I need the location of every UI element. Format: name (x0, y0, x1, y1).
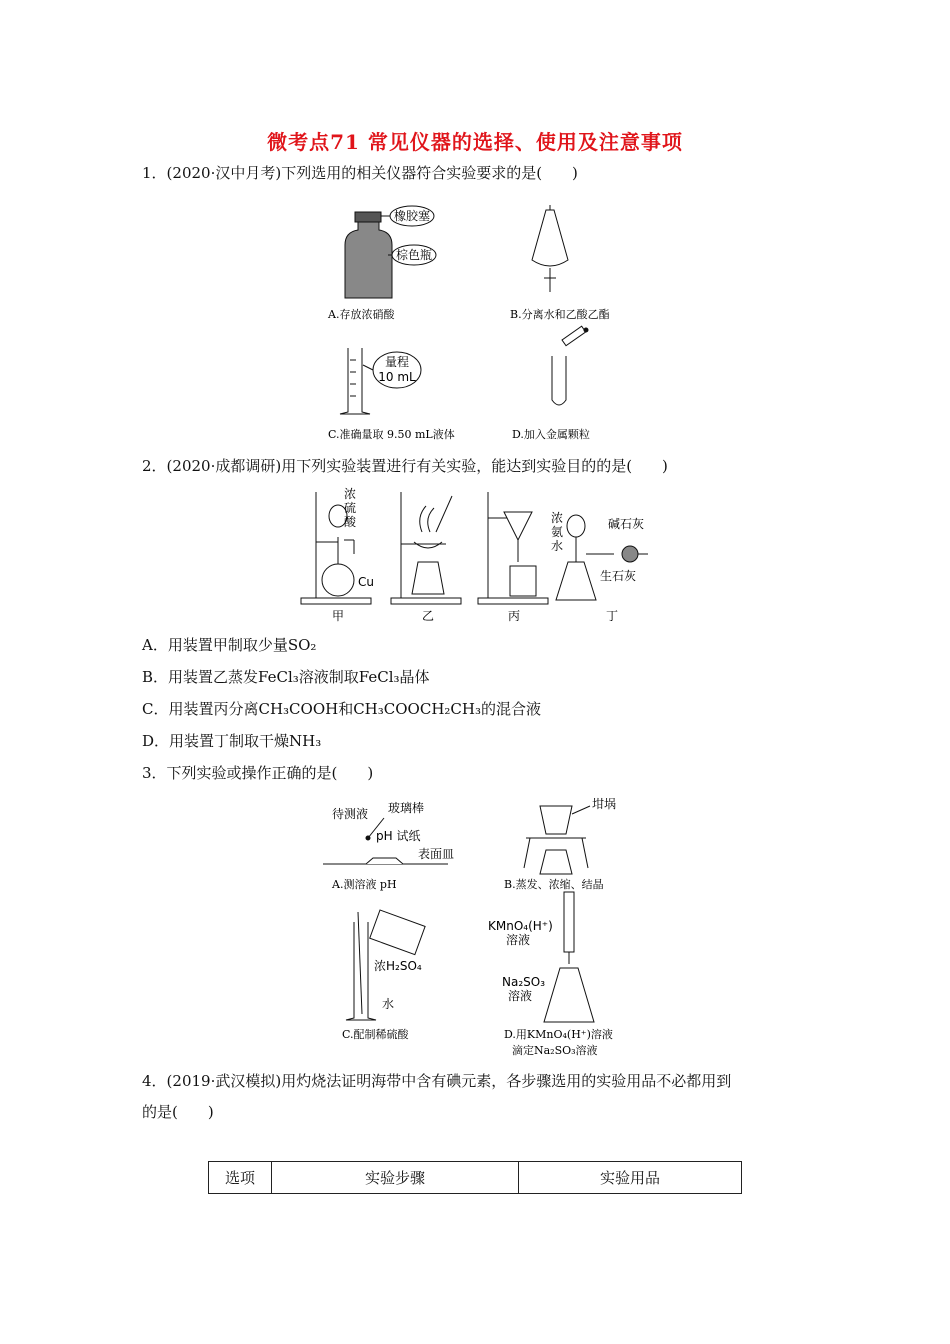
q2-option-c: C．用装置丙分离CH₃COOH和CH₃COOCH₂CH₃的混合液 (142, 700, 541, 718)
page-title: 微考点71 常见仪器的选择、使用及注意事项 (267, 130, 683, 154)
graduated-cylinder-icon (340, 348, 370, 414)
q1-figure (300, 200, 650, 445)
q2-figure (296, 482, 666, 627)
q2-caption-ding: 丁 (606, 609, 619, 623)
label-conc-1: 浓 (344, 487, 357, 501)
table-header-supplies: 实验用品 (519, 1162, 742, 1194)
label-soda-lime: 碱石灰 (608, 517, 645, 531)
label-conc-2: 硫 (344, 501, 357, 515)
label-conc-3: 酸 (344, 515, 357, 529)
q1-caption-a: A.存放浓硝酸 (328, 308, 395, 321)
label-cu: Cu (358, 575, 374, 589)
q2-caption-yi: 乙 (422, 609, 435, 623)
label-crucible: 坩埚 (592, 797, 617, 811)
titration-icon (544, 892, 594, 1022)
q3-caption-c: C.配制稀硫酸 (342, 1028, 409, 1041)
table-header-row (209, 1162, 742, 1194)
label-water: 水 (382, 997, 395, 1011)
apparatus-yi-icon (391, 492, 461, 604)
label-kmno4-2: 溶液 (506, 933, 531, 947)
q2-caption-jia: 甲 (332, 609, 345, 623)
q4-table (208, 1161, 742, 1194)
q2-option-a: A．用装置甲制取少量SO₂ (142, 636, 317, 654)
label-ph-paper: pH 试纸 (376, 829, 421, 843)
table-header-option: 选项 (209, 1162, 272, 1194)
test-tube-icon (552, 326, 588, 405)
q1-caption-d: D.加入金属颗粒 (512, 428, 590, 441)
q1-caption-c: C.准确量取 9.50 mL液体 (328, 428, 455, 441)
brown-bottle-icon (345, 212, 394, 298)
q3-caption-a: A.测溶液 pH (332, 878, 397, 891)
label-amm-1: 浓 (551, 511, 564, 525)
crucible-icon (524, 806, 590, 874)
q3-figure (318, 792, 648, 1062)
label-quicklime: 生石灰 (600, 569, 637, 583)
label-range-2: 10 mL (378, 370, 416, 384)
q2-caption-bing: 丙 (508, 609, 521, 623)
q2-option-d: D．用装置丁制取干燥NH₃ (142, 732, 322, 750)
question-2-stem: 2．(2020·成都调研)用下列实验装置进行有关实验，能达到实验目的的是( ) (142, 457, 668, 475)
separatory-funnel-icon (532, 205, 568, 292)
q3-caption-d: D.用KMnO₄(H⁺)溶液 (504, 1028, 613, 1041)
label-na2so3-2: 溶液 (508, 989, 533, 1003)
label-bottle: 棕色瓶 (395, 248, 433, 262)
question-4-stem-2: 的是( ) (142, 1103, 214, 1121)
q1-caption-b: B.分离水和乙酸乙酯 (510, 308, 610, 321)
label-amm-2: 氨 (551, 525, 564, 539)
q3-caption-d2: 滴定Na₂SO₃溶液 (512, 1044, 598, 1057)
label-stopper: 橡胶塞 (393, 209, 431, 223)
q3-caption-b: B.蒸发、浓缩、结晶 (504, 878, 604, 891)
label-acid: 浓H₂SO₄ (374, 959, 422, 973)
label-range-1: 量程 (384, 355, 410, 369)
label-rod: 玻璃棒 (388, 801, 425, 815)
question-1-stem: 1．(2020·汉中月考)下列选用的相关仪器符合实验要求的是( ) (142, 164, 578, 182)
question-3-stem: 3．下列实验或操作正确的是( ) (142, 764, 374, 782)
q2-option-b: B．用装置乙蒸发FeCl₃溶液制取FeCl₃晶体 (142, 668, 430, 686)
table-header-step: 实验步骤 (272, 1162, 519, 1194)
label-amm-3: 水 (551, 539, 564, 553)
label-kmno4-1: KMnO₄(H⁺) (488, 919, 553, 933)
apparatus-bing-icon (478, 492, 548, 604)
label-sample: 待测液 (332, 807, 369, 821)
label-na2so3-1: Na₂SO₃ (502, 975, 546, 989)
label-dish: 表面皿 (418, 847, 455, 861)
question-4-stem-1: 4．(2019·武汉模拟)用灼烧法证明海带中含有碘元素，各步骤选用的实验用品不必都用到 (142, 1072, 732, 1090)
